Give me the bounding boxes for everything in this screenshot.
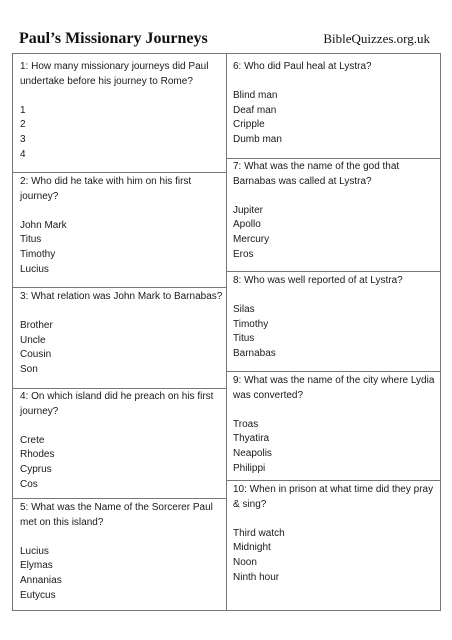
answer-option: Jupiter [233, 204, 264, 216]
question-block [233, 483, 435, 585]
question-text: 10: When in prison at what time did they pray & sing? [233, 484, 434, 510]
question-text: 8: Who was well reported of at Lystra? [233, 275, 403, 286]
answer-option: Philippi [233, 462, 266, 474]
question-block [20, 501, 223, 603]
question-text: 1: How many missionary journeys did Paul undertake before his journey to Rome? [20, 61, 209, 87]
answer-option: 1 [20, 104, 26, 116]
question-block [233, 60, 435, 148]
answer-option: John Mark [20, 219, 67, 231]
answer-option: Timothy [20, 248, 56, 260]
answer-option: Eros [233, 248, 254, 260]
answer-option: Lucius [20, 263, 49, 275]
answer-option: Cripple [233, 119, 265, 131]
question-text: 3: What relation was John Mark to Barnabas? [20, 291, 223, 302]
answer-option: Titus [233, 333, 255, 345]
answer-option: Timothy [233, 318, 269, 330]
answer-option: Uncle [20, 334, 46, 346]
answer-option: Rhodes [20, 449, 55, 461]
answer-option: Son [20, 363, 38, 375]
page-title: Paul’s Missionary Journeys [19, 30, 208, 47]
answer-option: Lucius [20, 545, 49, 557]
site-name: BibleQuizzes.org.uk [323, 31, 430, 46]
right-column [233, 54, 435, 610]
answer-option: Troas [233, 418, 259, 430]
answer-option: Silas [233, 304, 255, 316]
answer-option: Noon [233, 556, 257, 568]
answer-option: Thyatira [233, 433, 270, 445]
answer-option: Apollo [233, 219, 261, 231]
answer-option: Cos [20, 478, 38, 490]
answer-option: Titus [20, 234, 42, 246]
answer-option: Dumb man [233, 133, 282, 145]
answer-option: Annanias [20, 574, 62, 586]
question-text: 7: What was the name of the god that Barnabas was called at Lystra? [233, 161, 400, 187]
question-block [20, 390, 223, 492]
answer-option: 2 [20, 119, 26, 131]
answer-option: 4 [20, 148, 26, 160]
left-column [20, 54, 223, 610]
answer-option: Mercury [233, 233, 270, 245]
answer-option: Neapolis [233, 447, 272, 459]
question-block [20, 290, 230, 378]
answer-option: Crete [20, 434, 45, 446]
question-block [20, 175, 223, 277]
answer-option: Blind man [233, 90, 278, 102]
question-text: 4: On which island did he preach on his first journey? [20, 391, 214, 417]
answer-option: Ninth hour [233, 571, 280, 583]
question-text: 5: What was the Name of the Sorcerer Paul met on this island? [20, 502, 213, 528]
question-text: 9: What was the name of the city where Lydia was converted? [233, 375, 435, 401]
answer-option: 3 [20, 133, 26, 145]
question-block [233, 374, 435, 476]
question-block [233, 274, 435, 362]
answer-option: Brother [20, 320, 53, 332]
answer-option: Cyprus [20, 463, 52, 475]
question-block [20, 60, 223, 162]
answer-option: Cousin [20, 349, 52, 361]
answer-option: Third watch [233, 527, 285, 539]
answer-option: Barnabas [233, 347, 276, 359]
question-block [233, 160, 435, 262]
question-text: 6: Who did Paul heal at Lystra? [233, 61, 372, 72]
answer-option: Elymas [20, 560, 53, 572]
answer-option: Deaf man [233, 104, 277, 116]
answer-option: Midnight [233, 542, 271, 554]
question-text: 2: Who did he take with him on his first journey? [20, 176, 192, 202]
answer-option: Eutycus [20, 589, 56, 601]
quiz-table [12, 53, 441, 611]
